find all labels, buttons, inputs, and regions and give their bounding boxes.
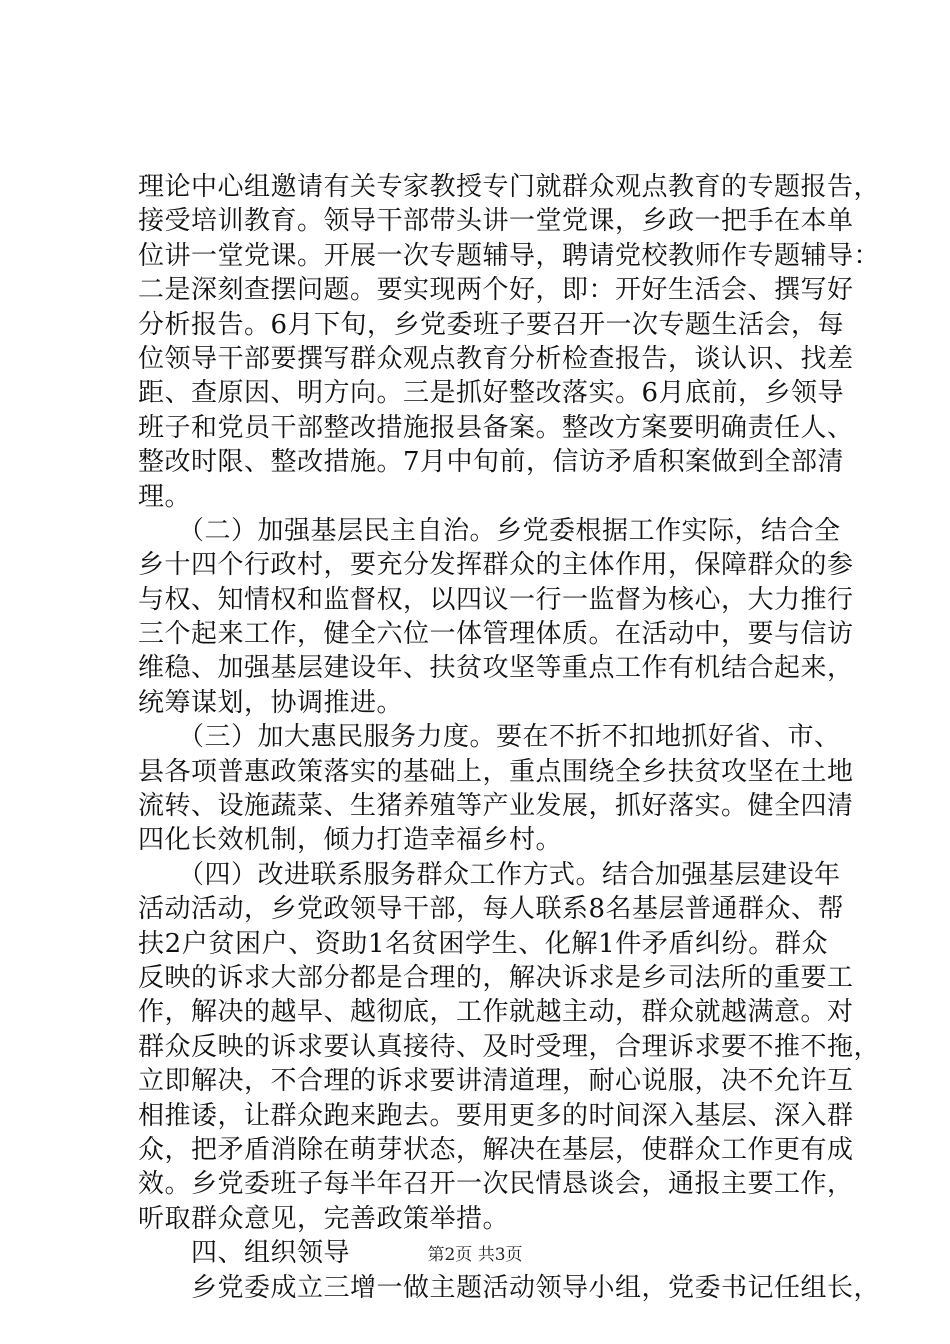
text-line: 班子和党员干部整改措施报县备案。整改方案要明确责任人、 bbox=[138, 412, 854, 443]
text-line: 众，把矛盾消除在萌芽状态，解决在基层，使群众工作更有成 bbox=[138, 1134, 854, 1165]
text-line: 整改时限、整改措施。7月中旬前，信访矛盾积案做到全部清 bbox=[138, 447, 845, 478]
text-line: 统筹谋划，协调推进。 bbox=[138, 687, 404, 718]
text-line: 距、查原因、明方向。三是抓好整改落实。6月底前，乡领导 bbox=[138, 378, 845, 409]
text-line: 反映的诉求大部分都是合理的，解决诉求是乡司法所的重要工 bbox=[138, 962, 854, 993]
text-line: 乡党委成立三增一做主题活动领导小组，党委书记任组长， bbox=[138, 1272, 881, 1303]
text-line: 扶2户贫困户、资助1名贫困学生、化解1件矛盾纠纷。群众 bbox=[138, 928, 828, 959]
text-line: 二是深刻查摆问题。要实现两个好，即：开好生活会、撰写好 bbox=[138, 275, 854, 306]
text-line: 理论中心组邀请有关专家教授专门就群众观点教育的专题报告， bbox=[138, 172, 881, 202]
text-line: 流转、设施蔬菜、生猪养殖等产业发展，抓好落实。健全四清 bbox=[138, 791, 854, 822]
text-line: 立即解决，不合理的诉求要讲清道理，耐心说服，决不允许互 bbox=[138, 1066, 854, 1097]
text-line: 三个起来工作，健全六位一体管理体质。在活动中，要与信访 bbox=[138, 619, 854, 650]
text-line: 活动活动，乡党政领导干部，每人联系8名基层普通群众、帮 bbox=[138, 894, 845, 925]
text-line: （三）加大惠民服务力度。要在不折不扣地抓好省、市、 bbox=[138, 722, 841, 753]
body-text bbox=[138, 170, 881, 1305]
text-line: （四）改进联系服务群众工作方式。结合加强基层建设年 bbox=[138, 859, 841, 890]
text-line: （二）加强基层民主自治。乡党委根据工作实际，结合全 bbox=[138, 515, 841, 546]
page-footer: 第2页 共3页 bbox=[427, 1245, 523, 1265]
text-line: 接受培训教育。领导干部带头讲一堂党课，乡政一把手在本单 bbox=[138, 206, 854, 237]
text-line: 四、组织领导 bbox=[138, 1238, 351, 1269]
text-line: 维稳、加强基层建设年、扶贫攻坚等重点工作有机结合起来， bbox=[138, 653, 854, 684]
text-line: 听取群众意见，完善政策举措。 bbox=[138, 1203, 510, 1234]
text-line: 分析报告。6月下旬，乡党委班子要召开一次专题生活会，每 bbox=[138, 309, 845, 340]
text-line: 县各项普惠政策落实的基础上，重点围绕全乡扶贫攻坚在土地 bbox=[138, 756, 854, 787]
text-line: 位讲一堂党课。开展一次专题辅导，聘请党校教师作专题辅导： bbox=[138, 240, 881, 271]
text-line: 作，解决的越早、越彻底，工作就越主动，群众就越满意。对 bbox=[138, 997, 854, 1028]
text-line: 理。 bbox=[138, 481, 192, 512]
text-line: 群众反映的诉求要认真接待、及时受理，合理诉求要不推不拖， bbox=[138, 1031, 881, 1062]
text-line: 四化长效机制，倾力打造幸福乡村。 bbox=[138, 825, 563, 856]
text-line: 位领导干部要撰写群众观点教育分析检查报告，谈认识、找差 bbox=[138, 343, 854, 374]
text-line: 与权、知情权和监督权，以四议一行一监督为核心，大力推行 bbox=[138, 584, 854, 615]
text-line: 效。乡党委班子每半年召开一次民情恳谈会，通报主要工作， bbox=[138, 1169, 854, 1200]
text-line: 乡十四个行政村，要充分发挥群众的主体作用，保障群众的参 bbox=[138, 550, 854, 581]
text-line: 相推诿，让群众跑来跑去。要用更多的时间深入基层、深入群 bbox=[138, 1100, 854, 1131]
